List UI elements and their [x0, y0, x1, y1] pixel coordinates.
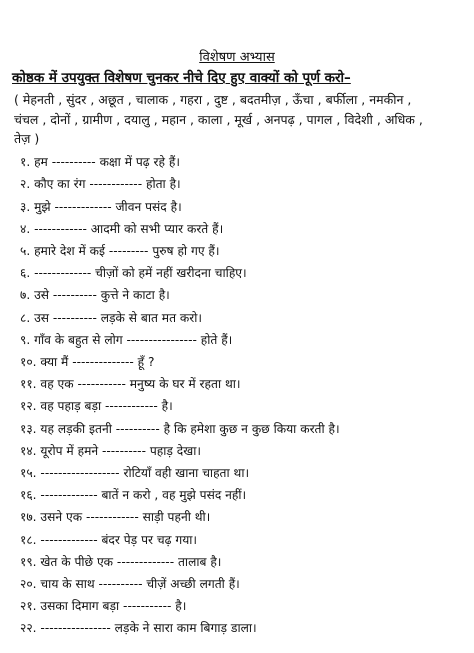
sentence-21: २१. उसका दिमाग बड़ा ----------- है। [20, 599, 187, 613]
sentence-18: १८. ------------- बंदर पेड़ पर चढ़ गया। [20, 533, 198, 547]
sentence-13: १३. यह लड़की इतनी ---------- है कि हमेशा कुछ न कुछ किया करती है। [20, 422, 340, 436]
sentence-20: २०. चाय के साथ ---------- चीज़ें अच्छी लगती हैं। [20, 577, 240, 591]
sentence-2: २. कौए का रंग ------------ होता है। [20, 177, 181, 191]
sentence-8: ८. उस ---------- लड़के से बात मत करो। [20, 311, 203, 325]
sentence-10: १०. क्या मैं -------------- हूँ ? [20, 355, 155, 369]
instruction-text: कोष्ठक में उपयुक्त विशेषण चुनकर नीचे दिए हुए वाक्यों को पूर्ण करो– [12, 70, 351, 86]
sentence-3: ३. मुझे ------------- जीवन पसंद है। [20, 200, 182, 214]
sentence-17: १७. उसने एक ------------ साड़ी पहनी थी। [20, 510, 211, 524]
word-bank-line: चंचल , दोनों , ग्रामीण , दयालु , महान , काला , मूर्ख , अनपढ़ , पागल , विदेशी , अधिक , [14, 111, 423, 127]
word-bank-line: ( मेहनती , सुंदर , अछूत , चालाक , गहरा , दुष्ट , बदतमीज़ , ऊँचा , बर्फीला , नमकीन , [14, 92, 412, 107]
sentence-19: १९. खेत के पीछे एक ------------- तालाब है। [20, 555, 222, 569]
sentence-4: ४. ------------ आदमी को सभी प्यार करते हैं। [20, 222, 224, 236]
sentence-16: १६. ------------- बातें न करो , वह मुझे पसंद नहीं। [20, 488, 247, 502]
sentence-11: ११. वह एक ----------- मनुष्य के घर में रहता था। [20, 377, 241, 391]
sentence-9: ९. गाँव के बहुत से लोग ---------------- होते हैं। [20, 333, 233, 347]
sentence-12: १२. वह पहाड़ बड़ा ------------ है। [20, 399, 173, 413]
word-bank-line: तेज़ ) [14, 131, 40, 146]
sentence-14: १४. यूरोप में हमने ---------- पहाड़ देखा। [20, 444, 202, 458]
sentence-1: १. हम ---------- कक्षा में पढ़ रहे हैं। [20, 155, 180, 169]
word-bank [14, 90, 464, 149]
sentence-7: ७. उसे ---------- कुत्ते ने काटा है। [20, 288, 170, 302]
worksheet-title: विशेषण अभ्यास [199, 50, 275, 65]
sentence-22: २२. ---------------- लड़के ने सारा काम बिगाड़ डाला। [20, 621, 257, 635]
sentence-15: १५. ------------------ रोटियाँ वही खाना चाहता था। [20, 466, 250, 480]
sentence-5: ५. हमारे देश में कई --------- पुरुष हो गए हैं। [20, 244, 220, 258]
sentence-6: ६. ------------- चीज़ों को हमें नहीं खरीदना चाहिए। [20, 266, 247, 280]
